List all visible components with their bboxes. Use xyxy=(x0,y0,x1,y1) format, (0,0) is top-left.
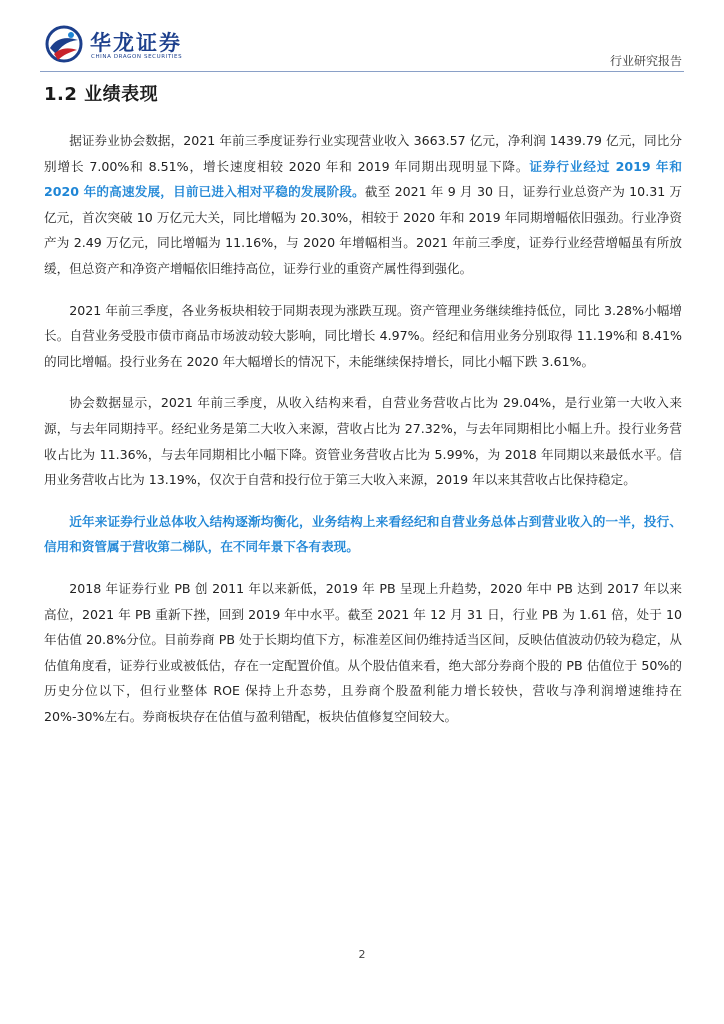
page-header xyxy=(0,0,724,74)
logo-name-cn: 华龙证券 xyxy=(90,31,182,55)
paragraph-valuation: 2018 年证券行业 PB 创 2011 年以来新低，2019 年 PB 呈现上升趋势，2020 年中 PB 达到 2017 年以来高位，2021 年 PB 重新下挫，回到 2019 年中水平。截至 2021 年 12 月 31 日，行业 PB 为 1.61 倍，处于 10 年估值 20.8%分位。目前券商 PB 处于长期均值下方，标准差区间仍维持适当区间，反映估值波动仍较为稳定，从估值角度看，证券行业或被低估，存在一定配置价值。从个股估值来看，绝大部分券商个股的 PB 估值位于 50%的历史分位以下，但行业整体 ROE 保持上升态势，且券商个股盈利能力增长较快，营收与净利润增速维持在 20%-30%左右。券商板块存在估值与盈利错配，板块估值修复空间较大。 xyxy=(44,580,682,724)
report-type-label: 行业研究报告 xyxy=(609,54,682,68)
logo-name-en: CHINA DRAGON SECURITIES xyxy=(91,54,183,60)
paragraph-text: 据证券业协会数据，2021 年前三季度证券行业实现营业收入 3663.57 亿元，净利润 1439.79 亿元，同比分别增长 7.00%和 8.51%，增长速度相较 2020 年和 2019 年同期出现明显下降。 xyxy=(44,133,682,174)
company-logo xyxy=(44,24,224,68)
paragraph-text: 截至 2021 年 9 月 30 日，证券行业总资产为 10.31 万亿元，首次突破 10 万亿元大关，同比增幅为 20.30%，相较于 2020 年和 2019 年同期增幅依旧强劲。行业净资产为 2.49 万亿元，同比增幅为 11.16%，与 2020 年增幅相当。2021 年前三季度，证券行业经营增幅虽有所放缓，但总资产和净资产增幅依旧维持高位，证券行业的重资产属性得到强化。 xyxy=(44,184,683,276)
document-body xyxy=(44,128,682,745)
paragraph-industry-revenue xyxy=(44,128,682,282)
paragraph-revenue-structure: 协会数据显示，2021 年前三季度，从收入结构来看，自营业务营收占比为 29.04%，是行业第一大收入来源，与去年同期持平。经纪业务是第二大收入来源，营收占比为 27.32%，与去年同期相比小幅上升。投行业务营收占比为 11.36%，与去年同期相比小幅下降。资管业务营收占比为 5.99%，为 2018 年同期以来最低水平。信用业务营收占比为 13.19%，仅次于自营和投行位于第三大收入来源，2019 年以来其营收占比保持稳定。 xyxy=(44,395,682,488)
paragraph-business-segments: 2021 年前三季度，各业务板块相较于同期表现为涨跌互现。资产管理业务继续维持低位，同比 3.28%小幅增长。自营业务受股市债市商品市场波动较大影响，同比增长 4.97%。经纪和信用业务分别取得 11.19%和 8.41%的同比增幅。投行业务在 2020 年大幅增长的情况下，未能继续保持增长，同比小幅下跌 3.61%。 xyxy=(44,302,682,369)
paragraph-highlight-summary: 近年来证券行业总体收入结构逐渐均衡化，业务结构上来看经纪和自营业务总体占到营业收入的一半，投行、信用和资管属于营收第二梯队，在不同年景下各有表现。 xyxy=(44,513,682,555)
highlighted-text: 证券行业经过 2019 年和 2020 年的高速发展，目前已进入相对平稳的发展阶段。 xyxy=(44,158,682,200)
dragon-logo-icon xyxy=(44,24,84,64)
page-number: 2 xyxy=(358,948,366,961)
header-divider xyxy=(40,71,684,72)
section-title: 1.2 业绩表现 xyxy=(44,84,159,105)
